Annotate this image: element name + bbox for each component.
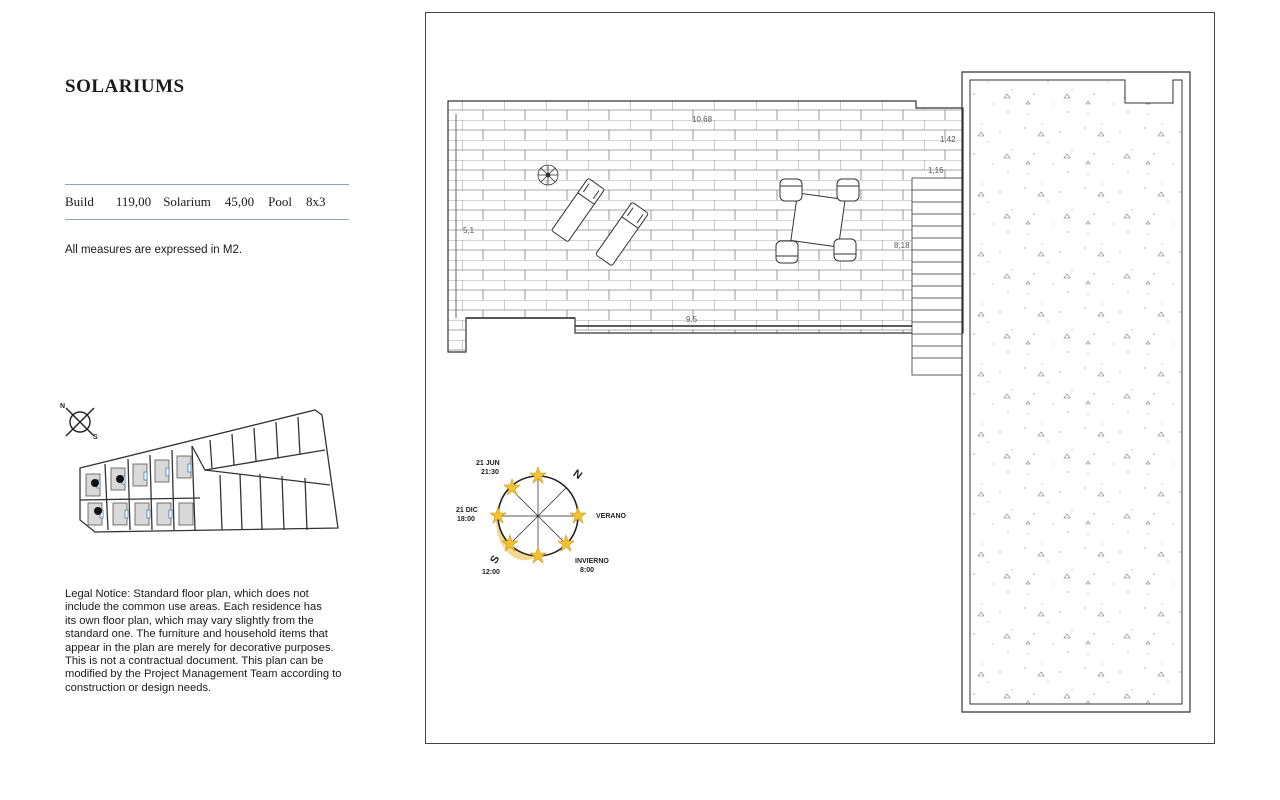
sun-label-jun-time: 21:30 xyxy=(481,469,499,476)
sun-path-diagram xyxy=(456,460,627,576)
sun-label-dic-time: 18:00 xyxy=(457,516,475,523)
sun-label-verano: VERANO xyxy=(596,513,626,520)
stat-solarium-label: Solarium xyxy=(163,194,211,209)
sun-south-label: S xyxy=(488,553,503,566)
legal-notice: Legal Notice: Standard floor plan, which does not include the common use areas. Each residence has its own floor plan, which may vary slightly from the standard one. The furniture and household items that appear in the plan are merely for decorative purposes. This is not a contractual document. This plan can be modified by the Project Management Team according to construction or design needs. xyxy=(65,588,342,694)
terrace xyxy=(448,101,963,352)
measures-note: All measures are expressed in M2. xyxy=(65,244,243,256)
sun-label-invierno: INVIERNO xyxy=(575,558,609,565)
sun-north-label: N xyxy=(570,467,585,483)
parasol-icon xyxy=(538,165,558,185)
sun-label-jun-date: 21 JUN xyxy=(476,460,500,467)
compass-north-label: N xyxy=(60,403,66,410)
dim-right-height: 8,18 xyxy=(894,241,910,250)
page-title: SOLARIUMS xyxy=(65,76,185,97)
staircase xyxy=(912,178,962,375)
compass-south-label: S xyxy=(93,434,98,441)
dim-left-height: 5,1 xyxy=(463,226,475,235)
dim-bottom-width: 9,5 xyxy=(686,315,698,324)
sun-label-noon: 12:00 xyxy=(482,569,500,576)
stat-build-label: Build xyxy=(65,194,94,209)
dim-stair-gap: 1,42 xyxy=(940,135,956,144)
sun-label-invierno-time: 8:00 xyxy=(580,567,595,574)
dim-top-width: 10,68 xyxy=(692,115,713,124)
dim-stair-width: 1,16 xyxy=(928,166,944,175)
stat-pool-value: 8x3 xyxy=(305,194,326,209)
stat-pool-label: Pool xyxy=(268,194,292,209)
stat-solarium-value: 45,00 xyxy=(224,194,255,209)
pool-area xyxy=(962,72,1190,712)
stat-build-value: 119,00 xyxy=(115,194,152,209)
sun-label-dic-date: 21 DIC xyxy=(456,507,478,514)
